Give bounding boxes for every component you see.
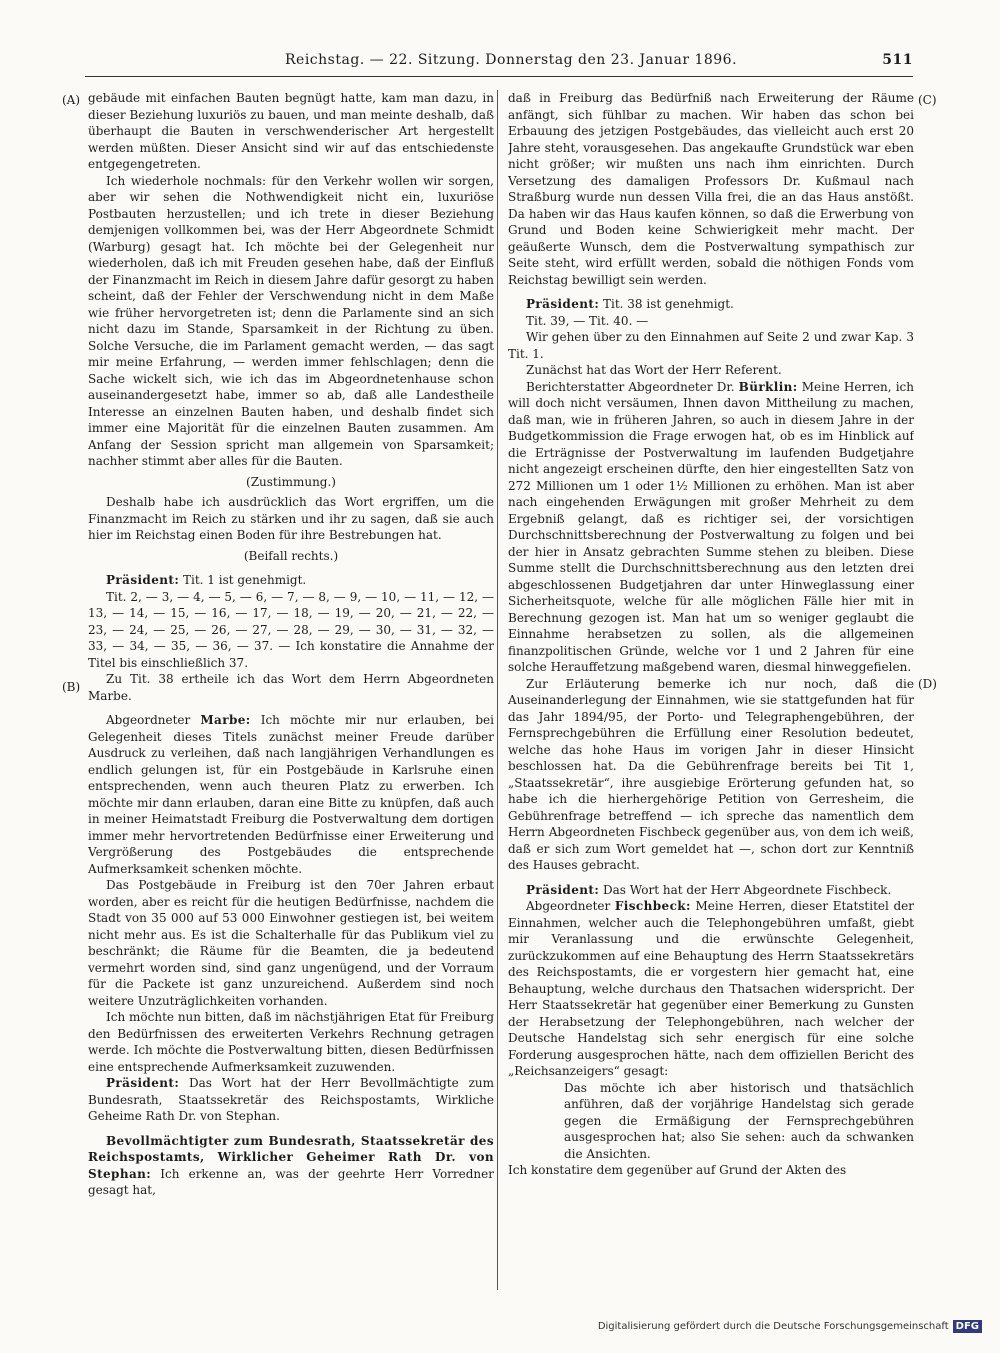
paragraph: Zu Tit. 38 ertheile ich das Wort dem Herrn Abgeordneten Marbe. (88, 672, 494, 703)
paragraph: Wir gehen über zu den Einnahmen auf Seite 2 und zwar Kap. 3 Tit. 1. (508, 330, 914, 361)
speech-text: Tit. 38 ist genehmigt. (599, 297, 734, 311)
paragraph: Ich konstatire dem gegenüber auf Grund der Akten des (508, 1163, 847, 1177)
speaker-name: Fischbeck: (614, 899, 691, 913)
margin-marker-b: (B) (62, 680, 81, 694)
running-title: Reichstag. — 22. Sitzung. Donnerstag den 23. Januar 1896. (285, 52, 738, 68)
paragraph (508, 882, 914, 899)
page-number: 511 (882, 52, 913, 68)
speaker-name: Präsident: (526, 882, 600, 897)
speech-text: Meine Herren, ich will doch nicht versäumen, Ihnen davon Mittheilung zu machen, daß man, wie in früheren Jahren, so auch in diesem Jahre in der Budgetkommission die Frage erwogen hat, ob es im Hinblick auf die Erträgnisse der Postverwaltung im laufenden Budgetjahre nicht angezeigt erscheinen dürfte, den hier eingestellten Satz von 272 Millionen um 1 oder 1½ Millionen zu erhöhen. Man ist aber nach eingehenden Erwägungen mit großer Mehrheit zu dem Ergebniß gelangt, daß es richtiger sei, der vorsichtigen Durchschnittsberechnung der Postverwaltung zu folgen und bei der hier in Ansatz gebrachten Summe stehen zu bleiben. Diese Summe stellt die Durchschnittsberechnung aus den letzten drei abgeschlossenen Budgetjahren dar unter Hinweglassung einer Sicherheitsquote, welche für alle möglichen Fälle hier mit in Berechnung gezogen ist. Man hat um so weniger geglaubt die Einnahme herabsetzen zu sollen, als die allgemeinen finanzpolitischen Gründe, welche vor 1 und 2 Jahren für eine solche Herauffetzung maßgebend waren, diesmal hinweggefielen. (508, 379, 914, 674)
speech-text: Das Wort hat der Herr Bevollmächtigte zum Bundesrath, Staatssekretär des Reichspostamts, Wirkliche Geheime Rath Dr. von Stephan. (88, 1076, 494, 1123)
paragraph (88, 712, 494, 877)
paragraph (88, 1075, 494, 1125)
paragraph (508, 379, 914, 676)
speaker-name: Marbe: (200, 713, 251, 727)
paragraph: Tit. 2, — 3, — 4, — 5, — 6, — 7, — 8, — 9, — 10, — 11, — 12, — 13, — 14, — 15, — 16, — 17, — 18, — 19, — 20, — 21, — 22, — 23, — 24, — 25, — 26, — 27, — 28, — 29, — 30, — 31, — 32, — 33, — 34, — 35, — 36, — 37. — Ich konstatire die Annahme der Titel bis einschließlich 37. (88, 589, 494, 670)
margin-marker-d: (D) (918, 677, 937, 691)
paragraph: Das Postgebäude in Freiburg ist den 70er Jahren erbaut worden, aber es reicht für die heutigen Bedürfnisse, nachdem die Stadt von 35 000 auf 53 000 Einwohner gestiegen ist, bei weitem nicht mehr aus. Es ist die Schalterhalle für das Publikum viel zu beschränkt; die Räume für die Beamten, die ja bedeutend vermehrt worden sind, sind ganz ungenügend, und der Vorraum für die Packete ist ganz unzureichend. Außerdem sind noch weitere Unzuträglichkeiten vorhanden. (88, 878, 494, 1008)
paragraph: Ich möchte nun bitten, daß im nächstjährigen Etat für Freiburg den Bedürfnissen des erweiterten Verkehrs Rechnung getragen werde. Ich möchte die Postverwaltung bitten, diesen Bedürfnissen eine entsprechende Aufmerksamkeit zuzuwenden. (88, 1010, 494, 1074)
speaker-name: Bevollmächtigter zum Bundesrath, Staatssekretär des Reichspostamts, Wirklicher Geheimer Rath Dr. von Stephan: (88, 1133, 494, 1181)
header-rule (85, 76, 913, 77)
paragraph: Zur Erläuterung bemerke ich nur noch, daß die Auseinanderlegung der Einnahmen, wie sie stattgefunden hat für das Jahr 1894/95, der Porto- und Telegraphengebühren, der Fernsprechgebühren die Erfüllung einer Resolution bedeutet, welche das hohe Haus im vorigen Jahr in dieser Hinsicht beschlossen hat. Da die Gebührenfrage bereits bei Tit 1, „Staatssekretär“, ihre ausgiebige Erörterung gefunden hat, so habe ich die hierhergehörige Petition von Gerresheim, die Gebührenfrage betreffend — ich spreche das namentlich dem Herrn Abgeordneten Fischbeck gegenüber aus, von dem ich weiß, daß er sich zum Wort gemeldet hat —, schon dort zur Kenntniß des Hauses gebracht. (508, 676, 914, 872)
paragraph: Ich wiederhole nochmals: für den Verkehr wollen wir sorgen, aber wir sehen die Nothwendigkeit nicht ein, luxuriöse Postbauten herzustellen; und ich trete in dieser Beziehung demjenigen vollkommen bei, was der Herr Abgeordnete Schmidt (Warburg) gesagt hat. Ich möchte bei der Gelegenheit nur wiederholen, daß ich mit Freuden gesehen habe, daß der Einfluß der Finanzmacht im Reich in diesem Jahre dafür gesorgt zu haben scheint, daß der Fehler der Verschwendung nicht in dem Maße wie früher hervorgetreten ist; denn die Parlamente sind an sich nicht dazu im Stande, Sparsamkeit in der Richtung zu üben. Solche Versuche, die im Parlament gemacht werden, — das sagt mir meine Erfahrung, — werden immer fehlschlagen; denn die Sache wickelt sich, wie ich das im Abgeordnetenhause schon auseinandergesetzt habe, immer so ab, daß alle Landestheile Interesse an einzelnen Bauten haben, und deshalb findet sich immer eine Majorität für die einzelnen Bauten zusammen. Am Anfang der Session spricht man allgemein von Sparsamkeit; nachher stimmt aber alles für die Bauten. (88, 173, 494, 468)
speech-text: Tit. 1 ist genehmigt. (179, 573, 307, 587)
speaker-name: Präsident: (106, 573, 180, 587)
block-quote: Das möchte ich aber historisch und thatsächlich anführen, daß der vorjährige Handelstag sich gerade gegen die Ermäßigung der Fernsprechgebühren ausgesprochen hat; also Sie sehen: auch da schwanken die Ansichten. (564, 1080, 914, 1161)
speech-text: Ich erkenne an, was der geehrte Herr Vorredner gesagt hat, (88, 1166, 494, 1197)
paragraph (88, 572, 494, 589)
credit-text: Digitalisierung gefördert durch die Deutsche Forschungsgemeinschaft (597, 1321, 949, 1332)
column-divider (497, 90, 498, 1290)
paragraph: Zunächst hat das Wort der Herr Referent. (526, 363, 782, 377)
paragraph (88, 1133, 494, 1199)
speaker-prefix: Abgeordneter (526, 899, 615, 913)
speech-text: Meine Herren, dieser Etatstitel der Einnahmen, welcher auch die Telephongebühren umfaßt, giebt mir Veranlassung und die erwünschte Gelegenheit, zurückzukommen auf eine Behauptung des Herrn Staatssekretärs des Reichspostamts, die er vorgestern hier gemacht hat, eine Behauptung, welche durchaus den Thatsachen widerspricht. Der Herr Staatssekretär hat gegenüber einer Bemerkung zu Gunsten der Herabsetzung der Telephongebühren, nach welcher der Deutsche Handelstag sich sehr energisch für eine solche Forderung ausgesprochen hätte, nach dem offiziellen Bericht des „Reichsanzeigers“ gesagt: (508, 899, 914, 1078)
paragraph (508, 296, 914, 313)
margin-marker-a: (A) (62, 93, 81, 107)
stage-direction: (Zustimmung.) (246, 474, 336, 489)
speaker-name: Präsident: (106, 1076, 180, 1090)
right-column (508, 90, 914, 1300)
paragraph: Tit. 39, — Tit. 40. — (526, 313, 649, 328)
speaker-prefix: Berichterstatter Abgeordneter Dr. (526, 379, 739, 394)
speech-text: Ich möchte mir nur erlauben, bei Gelegenheit dieses Titels zunächst meiner Freude darüber Ausdruck zu verleihen, daß nach langjährigen Verhandlungen es endlich gelungen ist, für ein Postgebäude in Karlsruhe einen entsprechenden, wenn auch theuren Platz zu erwerben. Ich möchte mir dann erlauben, daran eine Bitte zu knüpfen, daß auch in meiner Heimatstadt Freiburg die Postverwaltung dem dortigen immer mehr hervortretenden Bedürfnisse einer Erweiterung und Vergrößerung des Postgebäudes die entsprechende Aufmerksamkeit schenken möchte. (88, 713, 494, 876)
speaker-name: Präsident: (526, 297, 600, 311)
dfg-logo: DFG (953, 1320, 982, 1333)
speaker-name: Bürklin: (738, 379, 798, 394)
paragraph: Deshalb habe ich ausdrücklich das Wort ergriffen, um die Finanzmacht im Reich zu stärken und ihr zu sagen, daß sie auch hier im Reichstag einen Boden für ihre Bestrebungen hat. (88, 495, 494, 542)
speaker-prefix: Abgeordneter (106, 713, 201, 727)
margin-marker-c: (C) (918, 93, 937, 107)
digitization-credit (598, 1320, 982, 1333)
paragraph: daß in Freiburg das Bedürfniß nach Erweiterung der Räume anfängt, sich fühlbar zu machen. Wir haben das schon bei Erbauung des jetzigen Postgebäudes, das vielleicht auch erst 20 Jahre steht, vorausgesehen. Das angekaufte Grundstück war eben nicht größer; wir mußten uns nach ihm einrichten. Durch Versetzung des damaligen Professors Dr. Kußmaul nach Straßburg wurde nun dessen Villa frei, die an das Haus anstößt. Da haben wir das Haus kaufen können, so daß die Erwerbung von Grund und Boden keine Schwierigkeit mehr macht. Der geäußerte Wunsch, dem die Postverwaltung sympathisch zur Seite steht, wird erfüllt werden, sobald die nöthigen Fonds vom Reichstag bewilligt sein werden. (508, 91, 914, 287)
page-header (85, 48, 913, 74)
paragraph: gebäude mit einfachen Bauten begnügt hatte, kam man dazu, in dieser Beziehung luxuriös zu bauen, und man meinte deshalb, daß überhaupt die Bauten in verschwenderischer Art hergestellt werden müßten. Dieser Ansicht sind wir auf das entschiedenste entgegengetreten. (88, 91, 494, 171)
paragraph (508, 898, 914, 1080)
speech-text: Das Wort hat der Herr Abgeordnete Fischbeck. (599, 882, 892, 897)
stage-direction: (Beifall rechts.) (243, 548, 339, 563)
left-column (88, 90, 494, 1300)
